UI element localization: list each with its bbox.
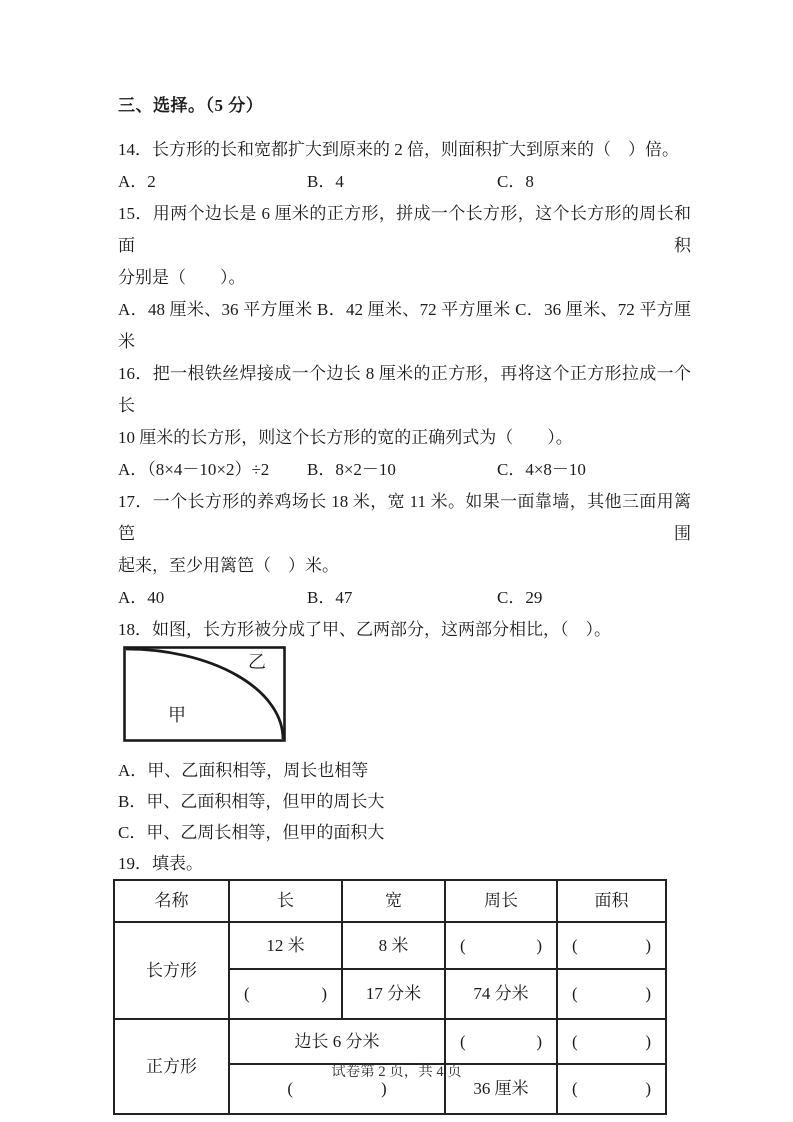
paren-close: ): [645, 984, 651, 1003]
question-15-options: A．48 厘米、36 平方厘米 B．42 厘米、72 平方厘米 C．36 厘米、72 平方厘米: [118, 300, 691, 351]
option-17-c: C．29: [497, 588, 543, 607]
question-18-answer-options: [118, 755, 691, 879]
option-17-b: B．47: [307, 588, 353, 607]
table-header-width: 宽: [343, 881, 446, 923]
paren-close: ): [645, 1079, 651, 1098]
table-blank-r2-length: [230, 970, 343, 1020]
table-cell-r3-side: 边长 6 分米: [230, 1020, 446, 1065]
option-14-a: A．2: [118, 172, 156, 191]
paren-close: ): [536, 935, 542, 955]
question-16-options: [118, 454, 691, 486]
question-14-options: [118, 166, 691, 198]
table-header-area: 面积: [558, 881, 667, 923]
table-header-name: 名称: [115, 881, 230, 923]
paren-open: (: [572, 1079, 578, 1098]
question-15-text-line1: 15．用两个边长是 6 厘米的正方形，拼成一个长方形，这个长方形的周长和面积: [118, 204, 691, 255]
table-row-label-square: 正方形: [115, 1020, 230, 1115]
paren-open: (: [572, 1031, 578, 1051]
table-header-length: 长: [230, 881, 343, 923]
section-title: 三、选择。（5 分）: [118, 96, 264, 115]
option-16-a: A．（8×4－10×2）÷2: [118, 460, 270, 479]
table-cell-r1-length: 12 米: [230, 923, 343, 970]
option-14-c: C．8: [497, 172, 534, 191]
table-blank-r1-perimeter: [446, 923, 558, 970]
question-17-text-line2: 起来，至少用篱笆（ ）米。: [118, 556, 339, 575]
figure-label-jia: 甲: [168, 705, 186, 725]
question-18-figure: [123, 646, 287, 743]
figure-label-yi: 乙: [248, 652, 266, 672]
question-16-text-line1: 16．把一根铁丝焊接成一个边长 8 厘米的正方形，再将这个正方形拉成一个长: [118, 364, 691, 415]
table-cell-r2-perimeter: 74 分米: [446, 970, 558, 1020]
question-17-text-line1: 17．一个长方形的养鸡场长 18 米，宽 11 米。如果一面靠墙，其他三面用篱笆围: [118, 492, 691, 543]
question-14-text: 14．长方形的长和宽都扩大到原来的 2 倍，则面积扩大到原来的（ ）倍。: [118, 140, 679, 159]
table-blank-r3-perimeter: [446, 1020, 558, 1065]
table-blank-r3-area: [558, 1020, 667, 1065]
table-blank-r1-area: [558, 923, 667, 970]
paren-open: (: [460, 1031, 466, 1051]
question-19-text: 19．填表。: [118, 854, 203, 873]
option-16-b: B．8×2－10: [307, 460, 396, 479]
question-16-text-line2: 10 厘米的长方形，则这个长方形的宽的正确列式为（ ）。: [118, 428, 573, 447]
paren-open: (: [572, 984, 578, 1003]
option-16-c: C．4×8－10: [497, 460, 586, 479]
paren-close: ): [645, 1031, 651, 1051]
paren-close: ): [536, 1031, 542, 1051]
table-cell-r1-width: 8 米: [343, 923, 446, 970]
table-blank-r2-area: [558, 970, 667, 1020]
paren-open: (: [460, 935, 466, 955]
option-18-a: A．甲、乙面积相等，周长也相等: [118, 761, 369, 780]
question-18-text: 18．如图，长方形被分成了甲、乙两部分，这两部分相比，（ ）。: [118, 620, 611, 639]
paren-close: ): [381, 1079, 387, 1098]
option-14-b: B．4: [307, 172, 344, 191]
option-18-c: C．甲、乙周长相等，但甲的面积大: [118, 823, 385, 842]
option-17-a: A．40: [118, 588, 165, 607]
question-15-text-line2: 分别是（ ）。: [118, 268, 246, 287]
table-cell-r4-perimeter: 36 厘米: [446, 1065, 558, 1115]
paren-close: ): [321, 984, 327, 1003]
table-cell-r2-width: 17 分米: [343, 970, 446, 1020]
paren-open: (: [287, 1079, 293, 1098]
page-footer: 试卷第 2 页，共 4 页: [331, 1064, 462, 1080]
paren-open: (: [572, 935, 578, 955]
paren-close: ): [645, 935, 651, 955]
option-18-b: B．甲、乙面积相等，但甲的周长大: [118, 792, 385, 811]
question-17-options: [118, 582, 691, 614]
paren-open: (: [244, 984, 250, 1003]
table-header-perimeter: 周长: [446, 881, 558, 923]
exam-content: [118, 90, 691, 1115]
table-row-label-rectangle: 长方形: [115, 923, 230, 1020]
